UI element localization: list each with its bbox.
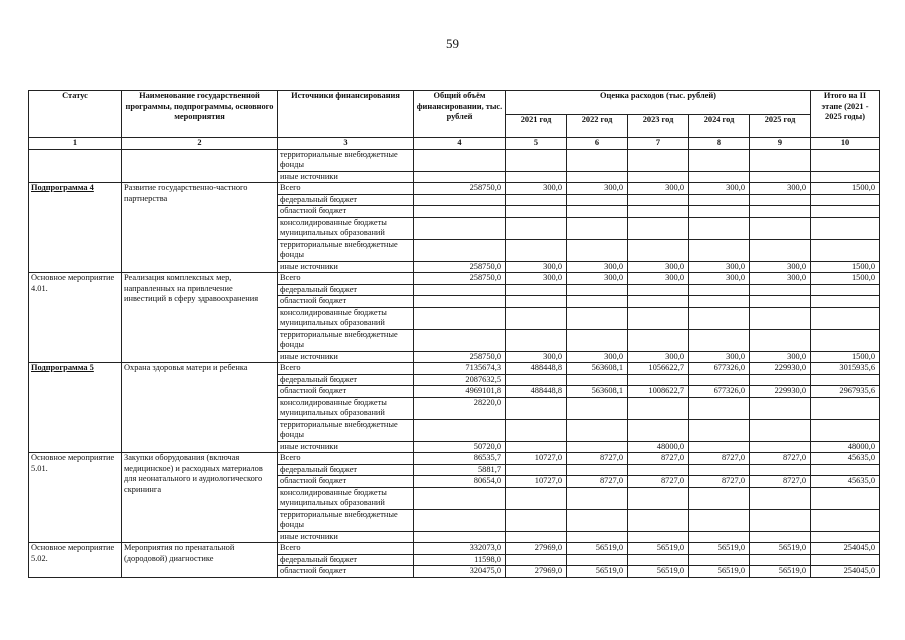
value-cell: 563608,1 — [567, 386, 628, 398]
value-cell — [567, 206, 628, 218]
value-cell: 27969,0 — [506, 566, 567, 578]
value-cell — [414, 487, 506, 509]
value-cell: 677326,0 — [689, 386, 750, 398]
value-cell: 300,0 — [689, 273, 750, 285]
value-cell: 1500,0 — [811, 351, 880, 363]
value-cell: 488448,8 — [506, 386, 567, 398]
value-cell: 28220,0 — [414, 397, 506, 419]
funding-source-cell: Всего — [278, 183, 414, 195]
value-cell: 56519,0 — [689, 543, 750, 555]
value-cell — [811, 509, 880, 531]
value-cell — [689, 171, 750, 183]
value-cell — [414, 307, 506, 329]
value-cell: 8727,0 — [628, 476, 689, 488]
value-cell — [689, 239, 750, 261]
value-cell — [506, 397, 567, 419]
value-cell — [414, 284, 506, 296]
value-cell: 332073,0 — [414, 543, 506, 555]
status-cell — [29, 363, 122, 453]
funding-source-cell: иные источники — [278, 441, 414, 453]
value-cell: 1056622,7 — [628, 363, 689, 375]
value-cell — [689, 296, 750, 308]
value-cell — [414, 171, 506, 183]
value-cell — [506, 307, 567, 329]
value-cell — [689, 374, 750, 386]
value-cell: 56519,0 — [567, 543, 628, 555]
value-cell: 229930,0 — [750, 386, 811, 398]
page-number: 59 — [446, 36, 459, 51]
status-cell — [29, 543, 122, 578]
status-label: Основное мероприятие 4.01. — [31, 273, 115, 293]
value-cell — [628, 206, 689, 218]
value-cell — [628, 194, 689, 206]
value-cell: 10727,0 — [506, 476, 567, 488]
value-cell — [567, 441, 628, 453]
value-cell: 56519,0 — [628, 543, 689, 555]
value-cell: 488448,8 — [506, 363, 567, 375]
value-cell: 56519,0 — [750, 543, 811, 555]
value-cell — [811, 296, 880, 308]
value-cell: 86535,7 — [414, 453, 506, 465]
status-label: Подпрограмма 5 — [31, 363, 94, 372]
value-cell — [689, 531, 750, 543]
value-cell — [567, 149, 628, 171]
value-cell: 48000,0 — [811, 441, 880, 453]
value-cell — [811, 487, 880, 509]
funding-source-cell: иные источники — [278, 531, 414, 543]
value-cell: 56519,0 — [567, 566, 628, 578]
column-number: 5 — [506, 138, 567, 150]
funding-source-cell: территориальные внебюджетные фонды — [278, 419, 414, 441]
header-year: 2022 год — [567, 114, 628, 138]
value-cell — [750, 419, 811, 441]
value-cell — [750, 239, 811, 261]
value-cell — [567, 419, 628, 441]
value-cell — [506, 531, 567, 543]
value-cell — [689, 149, 750, 171]
funding-source-cell: консолидированные бюджеты муниципальных образований — [278, 307, 414, 329]
value-cell — [689, 206, 750, 218]
value-cell — [628, 217, 689, 239]
funding-source-cell: Всего — [278, 363, 414, 375]
value-cell — [506, 441, 567, 453]
table-row — [29, 453, 880, 465]
column-number: 8 — [689, 138, 750, 150]
table-row — [29, 149, 880, 171]
value-cell — [414, 296, 506, 308]
value-cell — [567, 487, 628, 509]
value-cell: 3015935,6 — [811, 363, 880, 375]
value-cell: 258750,0 — [414, 351, 506, 363]
funding-source-cell: федеральный бюджет — [278, 554, 414, 566]
status-label: Основное мероприятие 5.02. — [31, 543, 115, 563]
value-cell: 300,0 — [628, 351, 689, 363]
value-cell — [567, 217, 628, 239]
value-cell — [628, 487, 689, 509]
value-cell — [750, 149, 811, 171]
budget-table — [28, 90, 880, 578]
funding-source-cell: иные источники — [278, 171, 414, 183]
value-cell — [750, 531, 811, 543]
header-program-name: Наименование государственной программы, подпрограммы, основного мероприятия — [122, 91, 278, 138]
status-cell — [29, 453, 122, 543]
value-cell: 300,0 — [567, 273, 628, 285]
value-cell — [506, 171, 567, 183]
value-cell — [811, 217, 880, 239]
value-cell — [414, 217, 506, 239]
value-cell: 677326,0 — [689, 363, 750, 375]
column-number-row — [29, 138, 880, 150]
value-cell: 8727,0 — [689, 453, 750, 465]
value-cell — [567, 296, 628, 308]
value-cell — [506, 217, 567, 239]
value-cell — [628, 374, 689, 386]
value-cell: 56519,0 — [750, 566, 811, 578]
column-number: 6 — [567, 138, 628, 150]
value-cell: 7135674,3 — [414, 363, 506, 375]
value-cell: 229930,0 — [750, 363, 811, 375]
value-cell — [414, 239, 506, 261]
funding-source-cell: Всего — [278, 273, 414, 285]
value-cell: 258750,0 — [414, 183, 506, 195]
value-cell — [567, 239, 628, 261]
value-cell — [750, 374, 811, 386]
value-cell: 300,0 — [506, 183, 567, 195]
funding-source-cell: областной бюджет — [278, 206, 414, 218]
value-cell: 11598,0 — [414, 554, 506, 566]
value-cell: 300,0 — [689, 351, 750, 363]
value-cell — [811, 206, 880, 218]
value-cell — [750, 171, 811, 183]
value-cell — [750, 217, 811, 239]
value-cell — [506, 487, 567, 509]
value-cell — [628, 509, 689, 531]
value-cell — [750, 509, 811, 531]
value-cell — [689, 329, 750, 351]
table-row — [29, 273, 880, 285]
header-year: 2024 год — [689, 114, 750, 138]
value-cell — [811, 554, 880, 566]
value-cell: 300,0 — [567, 351, 628, 363]
value-cell — [506, 464, 567, 476]
value-cell: 2967935,6 — [811, 386, 880, 398]
value-cell — [506, 296, 567, 308]
value-cell: 8727,0 — [689, 476, 750, 488]
value-cell — [414, 329, 506, 351]
value-cell — [506, 329, 567, 351]
status-label: Основное мероприятие 5.01. — [31, 453, 115, 473]
value-cell — [506, 554, 567, 566]
value-cell — [689, 397, 750, 419]
value-cell: 300,0 — [750, 261, 811, 273]
value-cell: 80654,0 — [414, 476, 506, 488]
value-cell — [628, 554, 689, 566]
value-cell — [628, 397, 689, 419]
table-row — [29, 543, 880, 555]
value-cell — [567, 194, 628, 206]
value-cell: 258750,0 — [414, 261, 506, 273]
value-cell: 300,0 — [689, 261, 750, 273]
value-cell — [628, 329, 689, 351]
funding-source-cell: территориальные внебюджетные фонды — [278, 149, 414, 171]
value-cell: 45635,0 — [811, 476, 880, 488]
value-cell — [628, 464, 689, 476]
table-row — [29, 183, 880, 195]
program-name-cell: Развитие государственно-частного партнерства — [122, 183, 278, 273]
funding-source-cell: областной бюджет — [278, 386, 414, 398]
funding-source-cell: иные источники — [278, 351, 414, 363]
value-cell — [811, 194, 880, 206]
program-name-cell: Реализация комплексных мер, направленных на привлечение инвестиций в сферу здравоохранения — [122, 273, 278, 363]
value-cell — [414, 509, 506, 531]
column-number: 10 — [811, 138, 880, 150]
funding-source-cell: территориальные внебюджетные фонды — [278, 239, 414, 261]
value-cell — [506, 419, 567, 441]
value-cell: 45635,0 — [811, 453, 880, 465]
value-cell — [689, 307, 750, 329]
value-cell — [506, 239, 567, 261]
funding-source-cell: областной бюджет — [278, 566, 414, 578]
value-cell — [506, 194, 567, 206]
value-cell — [811, 307, 880, 329]
value-cell: 300,0 — [750, 351, 811, 363]
program-name-cell: Мероприятия по пренатальной (дородовой) диагностике — [122, 543, 278, 578]
funding-source-cell: Всего — [278, 543, 414, 555]
value-cell: 56519,0 — [628, 566, 689, 578]
value-cell: 300,0 — [628, 261, 689, 273]
funding-source-cell: федеральный бюджет — [278, 374, 414, 386]
value-cell — [750, 397, 811, 419]
value-cell: 300,0 — [567, 183, 628, 195]
status-cell — [29, 183, 122, 273]
header-year: 2021 год — [506, 114, 567, 138]
value-cell — [567, 464, 628, 476]
column-number: 1 — [29, 138, 122, 150]
value-cell: 1008622,7 — [628, 386, 689, 398]
funding-source-cell: федеральный бюджет — [278, 464, 414, 476]
value-cell — [689, 419, 750, 441]
value-cell — [628, 531, 689, 543]
value-cell — [811, 171, 880, 183]
funding-source-cell: консолидированные бюджеты муниципальных образований — [278, 397, 414, 419]
value-cell — [567, 284, 628, 296]
value-cell — [414, 531, 506, 543]
value-cell — [628, 419, 689, 441]
value-cell: 27969,0 — [506, 543, 567, 555]
value-cell — [689, 487, 750, 509]
value-cell — [811, 531, 880, 543]
value-cell — [567, 171, 628, 183]
value-cell: 300,0 — [628, 183, 689, 195]
funding-source-cell: территориальные внебюджетные фонды — [278, 329, 414, 351]
value-cell: 300,0 — [506, 261, 567, 273]
status-cell — [29, 149, 122, 183]
value-cell — [750, 329, 811, 351]
value-cell — [750, 307, 811, 329]
value-cell: 4969101,8 — [414, 386, 506, 398]
value-cell — [689, 284, 750, 296]
funding-source-cell: Всего — [278, 453, 414, 465]
table-body — [29, 149, 880, 577]
value-cell: 320475,0 — [414, 566, 506, 578]
value-cell — [811, 374, 880, 386]
value-cell — [567, 374, 628, 386]
funding-source-cell: иные источники — [278, 261, 414, 273]
column-number: 4 — [414, 138, 506, 150]
program-name-cell: Охрана здоровья матери и ребенка — [122, 363, 278, 453]
header-year: 2023 год — [628, 114, 689, 138]
value-cell — [689, 441, 750, 453]
value-cell: 8727,0 — [628, 453, 689, 465]
value-cell — [506, 374, 567, 386]
value-cell: 48000,0 — [628, 441, 689, 453]
value-cell — [689, 554, 750, 566]
value-cell — [567, 531, 628, 543]
column-number: 7 — [628, 138, 689, 150]
table-row — [29, 363, 880, 375]
value-cell — [750, 464, 811, 476]
value-cell — [750, 554, 811, 566]
header-status: Статус — [29, 91, 122, 138]
column-number: 2 — [122, 138, 278, 150]
funding-source-cell: федеральный бюджет — [278, 194, 414, 206]
value-cell — [628, 171, 689, 183]
value-cell: 254045,0 — [811, 543, 880, 555]
value-cell — [689, 509, 750, 531]
value-cell — [506, 206, 567, 218]
value-cell: 5881,7 — [414, 464, 506, 476]
funding-source-cell: территориальные внебюджетные фонды — [278, 509, 414, 531]
value-cell: 8727,0 — [567, 453, 628, 465]
funding-source-cell: консолидированные бюджеты муниципальных образований — [278, 487, 414, 509]
value-cell — [628, 296, 689, 308]
value-cell — [506, 509, 567, 531]
value-cell: 1500,0 — [811, 261, 880, 273]
value-cell: 300,0 — [689, 183, 750, 195]
value-cell — [689, 464, 750, 476]
value-cell — [414, 206, 506, 218]
value-cell — [811, 149, 880, 171]
value-cell — [567, 509, 628, 531]
value-cell — [811, 419, 880, 441]
value-cell — [628, 284, 689, 296]
value-cell: 300,0 — [567, 261, 628, 273]
value-cell — [811, 284, 880, 296]
header-year: 2025 год — [750, 114, 811, 138]
header-stage-total: Итого на II этапе (2021 - 2025 годы) — [811, 91, 880, 138]
funding-source-cell: областной бюджет — [278, 476, 414, 488]
value-cell: 10727,0 — [506, 453, 567, 465]
value-cell — [750, 206, 811, 218]
value-cell: 300,0 — [506, 273, 567, 285]
value-cell — [628, 239, 689, 261]
status-label: Подпрограмма 4 — [31, 183, 94, 192]
value-cell: 8727,0 — [750, 453, 811, 465]
value-cell — [811, 397, 880, 419]
value-cell — [750, 441, 811, 453]
value-cell: 56519,0 — [689, 566, 750, 578]
header-funding-sources: Источники финансирования — [278, 91, 414, 138]
value-cell: 8727,0 — [567, 476, 628, 488]
column-number: 9 — [750, 138, 811, 150]
funding-source-cell: федеральный бюджет — [278, 284, 414, 296]
value-cell — [506, 149, 567, 171]
value-cell — [414, 194, 506, 206]
value-cell — [628, 307, 689, 329]
value-cell — [414, 149, 506, 171]
value-cell — [567, 397, 628, 419]
program-name-cell — [122, 149, 278, 183]
funding-source-cell: областной бюджет — [278, 296, 414, 308]
value-cell: 1500,0 — [811, 183, 880, 195]
value-cell: 2087632,5 — [414, 374, 506, 386]
value-cell — [567, 554, 628, 566]
value-cell — [506, 284, 567, 296]
value-cell — [414, 419, 506, 441]
value-cell — [750, 284, 811, 296]
value-cell — [811, 329, 880, 351]
funding-source-cell: консолидированные бюджеты муниципальных образований — [278, 217, 414, 239]
value-cell: 300,0 — [750, 183, 811, 195]
value-cell — [811, 239, 880, 261]
header-total-volume: Общий объём финансировании, тыс. рублей — [414, 91, 506, 138]
header-estimate: Оценка расходов (тыс. рублей) — [506, 91, 811, 115]
value-cell: 1500,0 — [811, 273, 880, 285]
value-cell — [750, 296, 811, 308]
table-header — [29, 91, 880, 150]
value-cell — [811, 464, 880, 476]
value-cell: 50720,0 — [414, 441, 506, 453]
status-cell — [29, 273, 122, 363]
program-name-cell: Закупки оборудования (включая медицинское) и расходных материалов для неонатального и аудиологического скрининга — [122, 453, 278, 543]
value-cell — [750, 487, 811, 509]
value-cell: 300,0 — [506, 351, 567, 363]
value-cell: 254045,0 — [811, 566, 880, 578]
value-cell — [750, 194, 811, 206]
value-cell — [567, 329, 628, 351]
column-number: 3 — [278, 138, 414, 150]
value-cell: 8727,0 — [750, 476, 811, 488]
value-cell: 300,0 — [628, 273, 689, 285]
value-cell: 563608,1 — [567, 363, 628, 375]
value-cell — [689, 194, 750, 206]
value-cell: 300,0 — [750, 273, 811, 285]
value-cell: 258750,0 — [414, 273, 506, 285]
value-cell — [689, 217, 750, 239]
value-cell — [567, 307, 628, 329]
value-cell — [628, 149, 689, 171]
